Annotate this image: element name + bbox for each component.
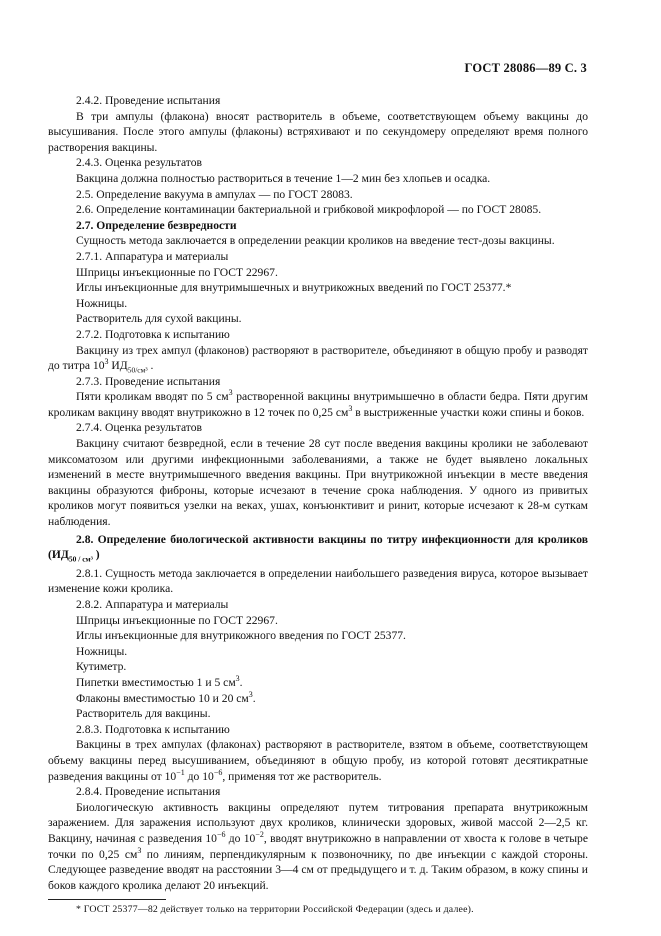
list-item: Пипетки вместимостью 1 и 5 $см^3$. xyxy=(76,674,243,689)
section-2-7-2-title: 2.7.2. Подготовка к испытанию xyxy=(76,327,230,341)
section-2-8-2-title: 2.8.2. Аппаратура и материалы xyxy=(76,598,229,611)
list-item: Иглы инъекционные для внутрикожного введения по ГОСТ 25377. xyxy=(76,629,406,643)
section-2-7-1-title: 2.7.1. Аппаратура и материалы xyxy=(76,249,229,263)
section-2-4-3-title: 2.4.3. Оценка результатов xyxy=(76,156,202,170)
list-item: Иглы инъекционные для внутримышечных и внутрикожных введений по ГОСТ 25377.* xyxy=(76,281,512,295)
section-2-7-2-text: Вакцину из трех ампул (флаконов) растворяют в растворителе, объединяют в общую пробу и разводят до титра $10^3$ $ИД_{50/см^3}$ . xyxy=(48,343,588,375)
list-item: Кутиметр. xyxy=(76,660,127,674)
section-2-8-3-text: Вакцины в трех ампулах (флаконах) растворяют в растворителе, взятом в объеме, соответствующем объему вакцины перед высушиванием, объединяют в общую пробу, из которой готовят десятикратные разведения вакцины от $10^{-1}$ до $10^{-6}$, применяя тот же растворитель. xyxy=(48,738,588,783)
document-body xyxy=(48,93,588,916)
page-header: ГОСТ 28086—89 С. 3 xyxy=(464,61,587,75)
section-2-7-3-title: 2.7.3. Проведение испытания xyxy=(76,374,221,388)
section-2-4-2-title: 2.4.2. Проведение испытания xyxy=(76,94,221,107)
list-item: Ножницы. xyxy=(76,644,128,658)
list-item: Растворитель для вакцины. xyxy=(76,707,211,721)
section-2-7-4-text: Вакцину считают безвредной, если в течение 28 сут после введения вакцины кролики не заболевают миксоматозом или другими инфекционными заболеваниями, а также не будет выявлено локальных изменений в месте внутримышечного введения вакцины. При внутрикожной инъекции в месте введения вакцины образуются фиброны, которые исчезают в течение срока наблюдения. У одного из привитых кроликов могут появиться узелки на веках, ушах, конъюнктивит и ринит, которые исчезают к 28-м суткам наблюдения. xyxy=(48,437,588,529)
section-2-8-4-text: Биологическую активность вакцины определяют путем титрования препарата внутрикожным заражением. Для заражения используют двух кроликов, клинически здоровых, живой массой 2—2,5 кг. Вакцину, начиная с разведения $10^{-6}$ до $10^{-2}$, вводят внутрикожно в направлении от хвоста к голове в четыре точки по 0,25 $см^3$ по линиям, перпендикулярным к позвоночнику, по две инъекции с каждой стороны. Следующее разведение вводят на расстоянии 3—4 см от предыдущего и т. д. Таким образом, в кожу спины и боков каждого кролика делают 20 инъекций. xyxy=(48,800,589,892)
section-2-6: 2.6. Определение контаминации бактериальной и грибковой микрофлорой — по ГОСТ 28085. xyxy=(76,203,542,217)
list-item: Шприцы инъекционные по ГОСТ 22967. xyxy=(76,265,278,279)
footnote-divider xyxy=(48,899,166,900)
section-2-7-title: 2.7. Определение безвредности xyxy=(76,218,237,232)
section-2-7-3-text: Пяти кроликам вводят по 5 $см^3$ растворенной вакцины внутримышечно в области бедра. Пяти другим кроликам вакцину вводят внутрикожно в 12 точек по 0,25 $см^3$ в выстриженные участки кожи спины и боков. xyxy=(48,388,588,419)
section-2-8-3-title: 2.8.3. Подготовка к испытанию xyxy=(76,722,230,736)
section-2-5: 2.5. Определение вакуума в ампулах — по ГОСТ 28083. xyxy=(76,187,353,201)
list-item: Шприцы инъекционные по ГОСТ 22967. xyxy=(76,613,278,627)
section-2-8-title: 2.8. Определение биологической активности вакцины по титру инфекционности для кроликов ($ИД_{50 / см^3}$ ) xyxy=(48,532,588,564)
section-2-8-1: 2.8.1. Сущность метода заключается в определении наибольшего разведения вируса, которое вызывает изменение кожи кролика. xyxy=(48,566,588,596)
list-item: Флаконы вместимостью 10 и 20 $см^3$. xyxy=(76,689,256,705)
list-item: Растворитель для сухой вакцины. xyxy=(76,312,242,326)
section-2-4-2-text: В три ампулы (флакона) вносят растворитель в объеме, соответствующем объему вакцины до высушивания. После этого ампулы (флаконы) встряхивают и по секундомеру определяют время полного растворения вакцины. xyxy=(48,109,588,154)
section-2-8-4-title: 2.8.4. Проведение испытания xyxy=(76,785,221,799)
section-2-7-4-title: 2.7.4. Оценка результатов xyxy=(76,421,202,435)
list-item: Ножницы. xyxy=(76,296,128,310)
footnote: * ГОСТ 25377—82 действует только на территории Российской Федерации (здесь и далее). xyxy=(76,904,474,916)
section-2-4-3-text: Вакцина должна полностью раствориться в течение 1—2 мин без хлопьев и осадка. xyxy=(76,171,491,185)
section-2-7-text: Сущность метода заключается в определении реакции кроликов на введение тест-дозы вакцины. xyxy=(76,234,555,248)
